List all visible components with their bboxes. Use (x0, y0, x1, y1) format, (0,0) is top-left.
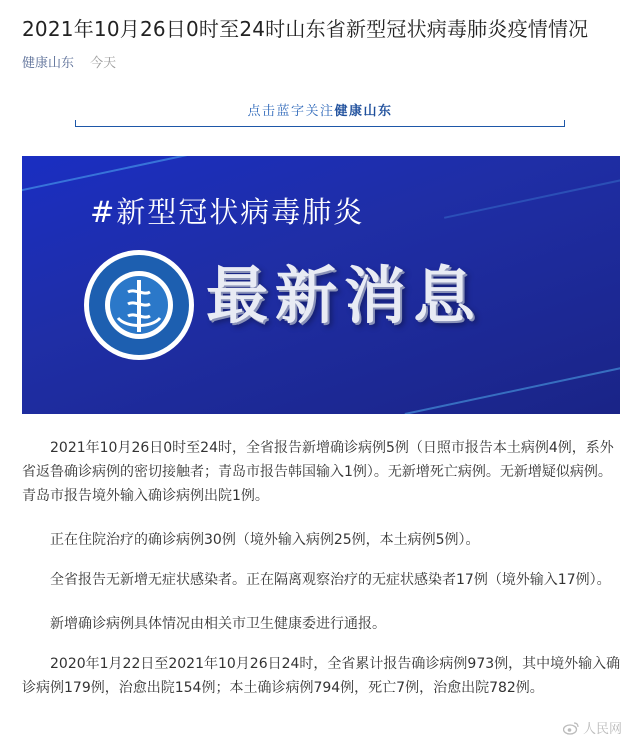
news-banner-image (22, 156, 620, 414)
follow-divider (75, 126, 565, 127)
follow-prefix: 点击蓝字关注 (247, 104, 335, 119)
source-watermark (563, 718, 622, 737)
banner-light-streak (444, 175, 620, 219)
publish-time: 今天 (90, 56, 117, 71)
article-body (22, 436, 622, 720)
banner-light-streak (405, 359, 620, 414)
banner-hashtag: #新型冠状病毒肺炎 (90, 195, 365, 229)
follow-account-name: 健康山东 (334, 104, 393, 119)
watermark-text: 人民网 (582, 722, 622, 737)
follow-divider-right (564, 120, 565, 127)
paragraph-notice: 新增确诊病例具体情况由相关市卫生健康委进行通报。 (50, 616, 386, 632)
health-commission-emblem-icon (82, 248, 196, 362)
paragraph-new-cases: 2021年10月26日0时至24时，全省报告新增确诊病例5例（日照市报告本土病例4例，系外省返鲁确诊病例的密切接触者；青岛市报告韩国输入1例）。无新增死亡病例。无新增疑似病例。青岛市报告境外输入确诊病例出院1例。 (22, 440, 614, 504)
follow-label (75, 100, 565, 119)
paragraph-hospitalized: 正在住院治疗的确诊病例30例（境外输入病例25例，本土病例5例）。 (50, 532, 480, 548)
weibo-icon (563, 721, 579, 735)
account-name-link[interactable]: 健康山东 (22, 56, 75, 71)
banner-headline: 最新消息 (206, 259, 483, 332)
paragraph-cumulative: 2020年1月22日至2021年10月26日24时，全省累计报告确诊病例973例，其中境外输入确诊病例179例，治愈出院154例；本土确诊病例794例，死亡7例，治愈出院782例。 (22, 656, 621, 696)
paragraph-asymptomatic: 全省报告无新增无症状感染者。正在隔离观察治疗的无症状感染者17例（境外输入17例）。 (50, 572, 611, 588)
article-meta (22, 52, 116, 71)
follow-banner[interactable] (75, 96, 565, 136)
article-title: 2021年10月26日0时至24时山东省新型冠状病毒肺炎疫情情况 (22, 17, 589, 41)
